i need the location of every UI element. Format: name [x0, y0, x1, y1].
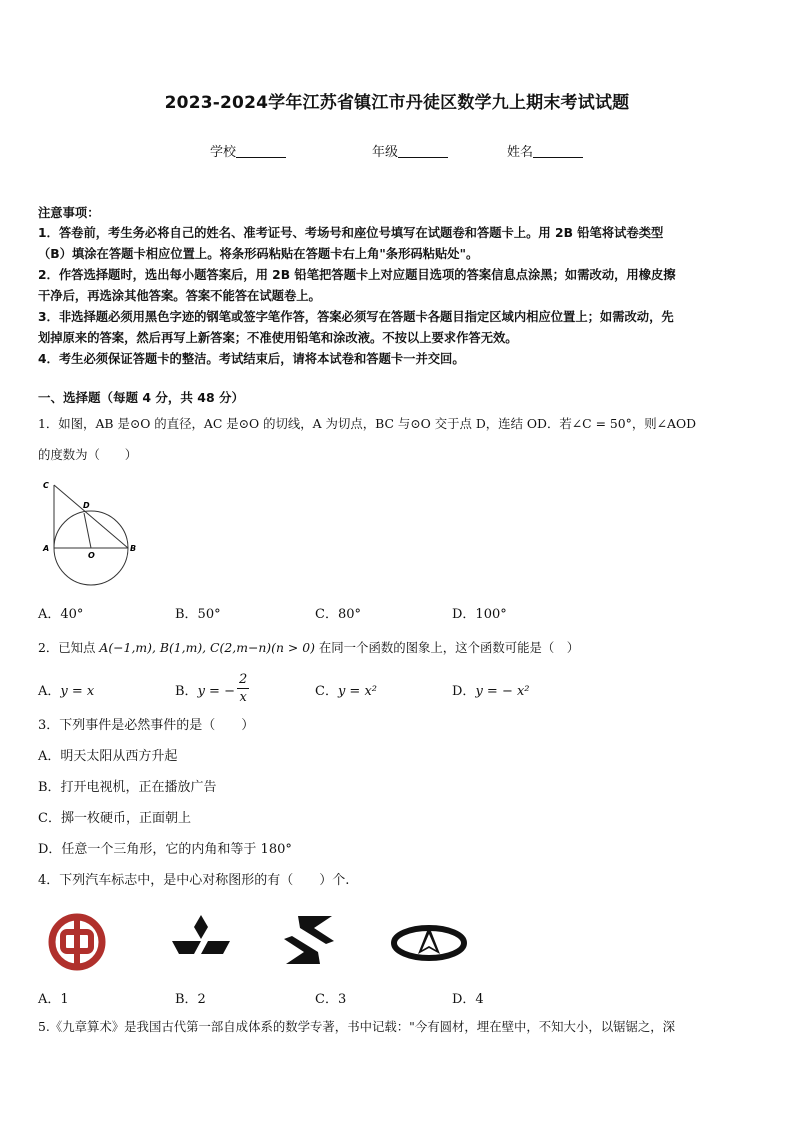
q2-points: A(−1,m), B(1,m), C(2,m−n)(n > 0): [99, 640, 315, 655]
q2-option-b-fraction: [237, 672, 249, 707]
notes-line-3: 2．作答选择题时，选出每小题答案后，用 2B 铅笔把答题卡上对应题目选项的答案信息点涂黑；如需改动，用橡皮擦: [38, 268, 676, 282]
q1-option-b[interactable]: B．50°: [175, 607, 221, 622]
q4-option-b[interactable]: B．2: [175, 992, 206, 1007]
grade-blank[interactable]: [398, 145, 448, 158]
notes-line-4: 干净后，再选涂其他答案。答案不能答在试题卷上。: [38, 289, 321, 303]
section-heading: 一、选择题（每题 4 分，共 48 分）: [38, 390, 245, 405]
grade-field[interactable]: [372, 141, 448, 160]
page-title: 2023-2024学年江苏省镇江市丹徒区数学九上期末考试试题: [164, 93, 630, 113]
q2-stem: [38, 640, 579, 656]
grade-label: 年级: [372, 145, 399, 160]
q5-stem-line1: 5.《九章算术》是我国古代第一部自成体系的数学专著，书中记载："今有圆材，埋在壁中，不知大小，以锯锯之，深: [38, 1019, 676, 1034]
q2-option-d[interactable]: [452, 680, 530, 699]
q1-stem-line1: 1．如图，AB 是⊙O 的直径，AC 是⊙O 的切线，A 为切点，BC 与⊙O 交于点 D，连结 OD．若∠C = 50°，则∠AOD: [38, 416, 697, 431]
q2-option-a-expr: y = x: [60, 684, 95, 699]
infiniti-logo-icon: [390, 920, 468, 964]
notes-line-1: 1．答卷前，考生务必将自己的姓名、准考证号、考场号和座位号填写在试题卷和答题卡上。用 2B 铅笔将试卷类型: [38, 226, 664, 240]
q2-stem-pre: 2．已知点: [38, 640, 100, 655]
q1-option-c[interactable]: C．80°: [315, 607, 361, 622]
q3-stem: 3．下列事件是必然事件的是（ ）: [38, 718, 255, 733]
q3-option-a[interactable]: A．明天太阳从西方升起: [38, 749, 178, 764]
notes-line-2: （B）填涂在答题卡相应位置上。将条形码粘贴在答题卡右上角"条形码粘贴处"。: [38, 247, 479, 261]
q2-option-d-expr: y = − x²: [475, 684, 530, 699]
segment-bc: [54, 485, 128, 548]
q3-option-b[interactable]: B．打开电视机，正在播放广告: [38, 780, 217, 795]
label-d: D: [83, 501, 90, 510]
q2-stem-post: 在同一个函数的图象上，这个函数可能是（ ）: [314, 640, 580, 655]
notes-heading: 注意事项：: [38, 206, 100, 220]
q2-option-d-label: D．: [452, 684, 476, 699]
q2-option-b-label: B．: [175, 684, 198, 699]
q2-option-c-label: C．: [315, 684, 338, 699]
fraction-denominator: x: [239, 690, 247, 705]
name-label: 姓名: [507, 145, 534, 160]
q2-option-b[interactable]: [175, 672, 249, 712]
school-blank[interactable]: [236, 145, 286, 158]
label-a: A: [43, 544, 50, 553]
q3-option-d[interactable]: D．任意一个三角形，它的内角和等于 180°: [38, 842, 292, 857]
q2-option-b-lhs: y = −: [197, 684, 235, 699]
notes-line-7: 4．考生必须保证答题卡的整洁。考试结束后，请将本试卷和答题卡一并交回。: [38, 352, 465, 366]
q1-option-a[interactable]: A．40°: [38, 607, 84, 622]
mitsubishi-logo-icon: [172, 914, 230, 966]
q4-option-c[interactable]: C．3: [315, 992, 347, 1007]
q2-option-a[interactable]: [38, 680, 94, 699]
q2-option-c-expr: y = x²: [337, 684, 377, 699]
notes-line-5: 3．非选择题必须用黑色字迹的钢笔或签字笔作答，答案必须写在答题卡各题目指定区域内相应位置上；如需改动，先: [38, 310, 674, 324]
label-c: C: [43, 481, 49, 490]
name-field[interactable]: [507, 141, 583, 160]
school-field[interactable]: [210, 141, 286, 160]
notes-line-6: 划掉原来的答案，然后再写上新答案；不准使用铅笔和涂改液。不按以上要求作答无效。: [38, 331, 518, 345]
q3-option-c[interactable]: C．掷一枚硬币，正面朝上: [38, 811, 191, 826]
bank-of-china-logo-icon: [46, 913, 108, 971]
suzuki-logo-icon: [280, 914, 338, 966]
label-b: B: [130, 544, 137, 553]
name-blank[interactable]: [533, 145, 583, 158]
q1-stem-line2: 的度数为（ ）: [38, 447, 138, 462]
q4-option-d[interactable]: D．4: [452, 992, 484, 1007]
q1-option-d[interactable]: D．100°: [452, 607, 507, 622]
school-label: 学校: [210, 145, 237, 160]
label-o: O: [88, 551, 95, 560]
q2-option-a-label: A．: [38, 684, 61, 699]
q2-option-c[interactable]: [315, 680, 377, 699]
q4-option-a[interactable]: A．1: [38, 992, 69, 1007]
segment-od: [84, 513, 91, 548]
q1-geometry-figure: [36, 476, 146, 588]
fraction-numerator: 2: [238, 672, 248, 687]
q4-stem: 4．下列汽车标志中，是中心对称图形的有（ ）个.: [38, 873, 350, 888]
